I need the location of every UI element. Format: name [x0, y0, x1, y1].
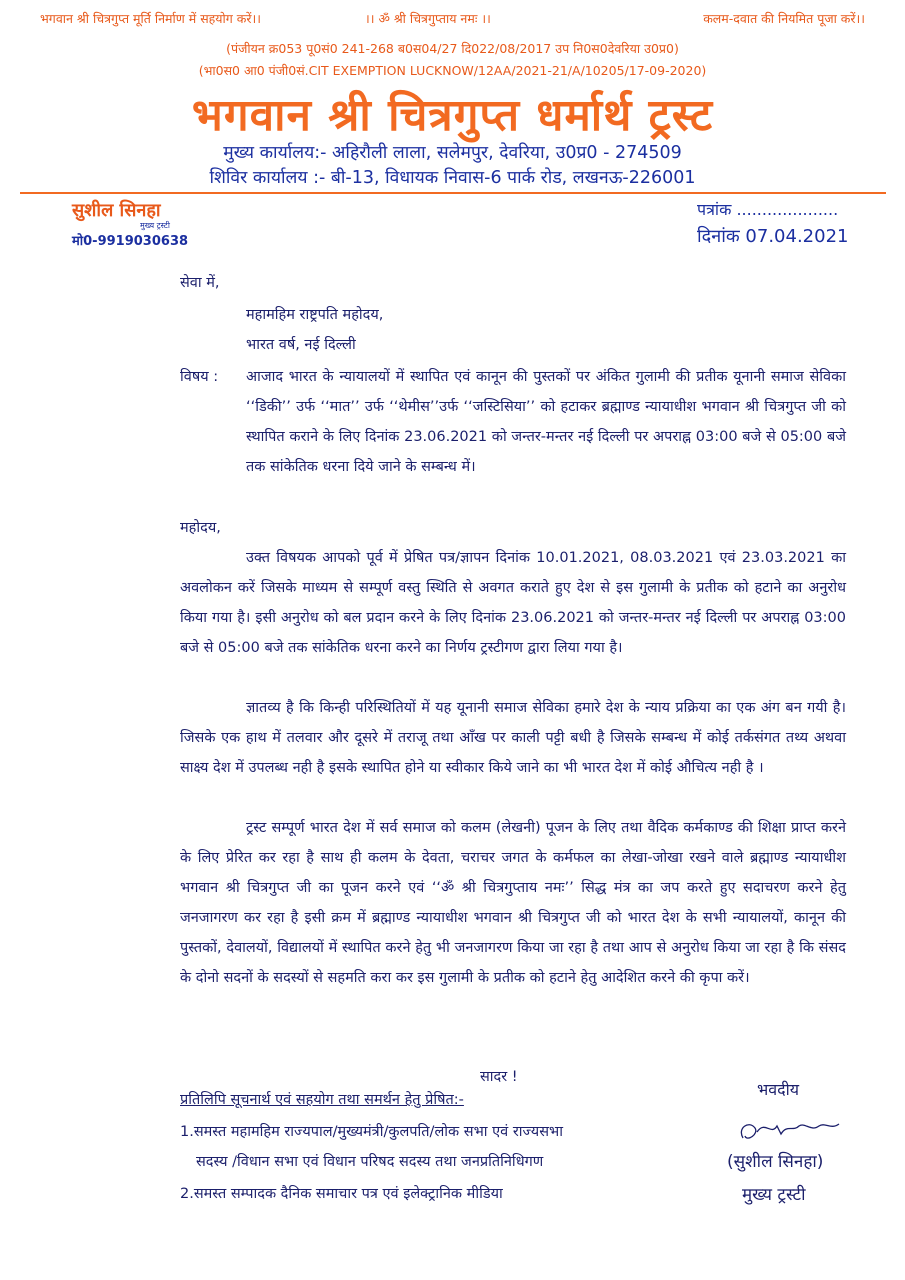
subject-text: आजाद भारत के न्यायालयों में स्थापित एवं कानून की पुस्तकों पर अंकित गुलामी की प्रतीक यूनानी समाज सेविका ‘‘डिकी’’ उर्फ ‘‘मात’’ उर्फ ‘‘थेमीस’’उर्फ ‘‘जस्टिसिया’’ को हटाकर ब्रह्माण्ड न्यायाधीश भगवान श्री चित्रगुप्त जी को स्थापित कराने के लिए दिनांक 23.06.2021 को जन्तर-मन्तर नई दिल्ली पर अपराह्न 03:00 बजे से 05:00 बजे तक सांकेतिक धरना दिये जाने के सम्बन्ध में।: [246, 369, 846, 475]
copy-to-item-1-cont: सदस्य /विधान सभा एवं विधान परिषद सदस्य तथा जनप्रतिनिधिगण: [196, 1154, 544, 1170]
sender-role: मुख्य ट्रस्टी: [140, 221, 170, 230]
copy-to-item-2: 2.समस्त सम्पादक दैनिक समाचार पत्र एवं इलेक्ट्रानिक मीडिया: [180, 1186, 503, 1202]
sender-mobile: मो0-9919030638: [72, 234, 189, 249]
registration-line-1: (पंजीयन क्र053 पू0सं0 241-268 ब0स04/27 दि022/08/2017 उप नि0स0देवरिया उ0प्र0): [226, 41, 679, 56]
top-slogan-strip: [0, 10, 905, 32]
reference-number: पत्रांक ....................: [697, 200, 839, 219]
registration-line-2: (भा0स0 आ0 पंजी0सं.CIT EXEMPTION LUCKNOW/12AA/2021-21/A/10205/17-09-2020): [198, 63, 707, 78]
camp-office-address: शिविर कार्यालय :- बी-13, विधायक निवास-6 पार्क रोड, लखनऊ-226001: [209, 168, 696, 188]
addressee-line-1: महामहिम राष्ट्रपति महोदय,: [246, 307, 384, 323]
greeting: महोदय,: [180, 520, 221, 536]
slogan-center: ।। ॐ श्री चित्रगुप्ताय नमः ।।: [365, 11, 491, 26]
signatory-role: मुख्य ट्रस्टी: [742, 1185, 806, 1205]
slogan-left: भगवान श्री चित्रगुप्त मूर्ति निर्माण में सहयोग करें।।: [40, 11, 261, 26]
yours-faithfully: भवदीय: [757, 1080, 800, 1099]
body-paragraph-2: ज्ञातव्य है कि किन्ही परिस्थितियों में यह यूनानी समाज सेविका हमारे देश के न्याय प्रक्रिया का एक अंग बन गयी है। जिसके एक हाथ में तलवार और दूसरे में तराजू तथा आँख पर काली पट्टी बधी है जिसके सम्बन्ध में कोई तर्कसंगत तथ्य अथवा साक्ष्य देश में उपलब्ध नही है इसके स्थापित होने या स्वीकार किये जाने का भी भारत देश में कोई औचित्य नही है ।: [180, 700, 846, 776]
body-paragraph-3: ट्रस्ट सम्पूर्ण भारत देश में सर्व समाज को कलम (लेखनी) पूजन के लिए तथा वैदिक कर्मकाण्ड की शिक्षा प्राप्त करने के लिए प्रेरित कर रहा है साथ ही कलम के देवता, चराचर जगत के कर्मफल का लेखा-जोखा रखने वाले ब्रह्माण्ड न्यायाधीश भगवान श्री चित्रगुप्त जी का पूजन करने एवं ‘‘ॐ श्री चित्रगुप्ताय नमः’’ सिद्ध मंत्र का जप करते हुए सदाचरण करने हेतु जनजागरण कर रहा है इसी क्रम में ब्रह्माण्ड न्यायाधीश भगवान श्री चित्रगुप्त जी को भारत देश के सभी न्यायालयों, कानून की पुस्तकों, देवालयों, विद्यालयों में स्थापित करने हेतु भी जनजागरण किया जा रहा है तथा आप से अनुरोध किया जा रहा है कि संसद के दोनो सदनों के सदस्यों से सहमति करा कर इस गुलामी के प्रतीक को हटाने हेतु आदेशित करने की कृपा करें।: [180, 820, 846, 986]
copy-to-item-1: 1.समस्त महामहिम राज्यपाल/मुख्यमंत्री/कुलपति/लोक सभा एवं राज्यसभा: [180, 1124, 563, 1140]
letter-date: दिनांक 07.04.2021: [697, 226, 849, 247]
copy-to-heading: प्रतिलिपि सूचनार्थ एवं सहयोग तथा समर्थन हेतु प्रेषित:-: [180, 1092, 464, 1108]
slogan-right: कलम-दवात की नियमित पूजा करें।।: [703, 11, 865, 26]
sender-name: सुशील सिनहा: [72, 200, 161, 221]
signatory-name: (सुशील सिनहा): [727, 1152, 824, 1172]
addressee-line-2: भारत वर्ष, नई दिल्ली: [246, 337, 356, 353]
handwritten-signature: [735, 1110, 845, 1150]
trust-name-title: भगवान श्री चित्रगुप्त धर्मार्थ ट्रस्ट: [191, 90, 714, 141]
salutation: सेवा में,: [180, 275, 220, 291]
body-paragraph-1: उक्त विषयक आपको पूर्व में प्रेषित पत्र/ज्ञापन दिनांक 10.01.2021, 08.03.2021 एवं 23.03.2021 का अवलोकन करें जिसके माध्यम से सम्पूर्ण वस्तु स्थिति से अवगत कराते हुए देश से इस गुलामी के प्रतीक को हटाने का अनुरोध किया गया है। इसी अनुरोध को बल प्रदान करने के लिए दिनांक 23.06.2021 को जन्तर-मन्तर नई दिल्ली पर अपराह्न 03:00 बजे से 05:00 बजे तक सांकेतिक धरना करने का निर्णय ट्रस्टीगण द्वारा लिया गया है।: [180, 550, 846, 656]
subject-label: विषय :: [180, 369, 219, 385]
closing: सादर !: [480, 1069, 518, 1085]
head-office-address: मुख्य कार्यालय:- अहिरौली लाला, सलेमपुर, देवरिया, उ0प्र0 - 274509: [223, 143, 682, 163]
header-divider: [20, 192, 886, 194]
